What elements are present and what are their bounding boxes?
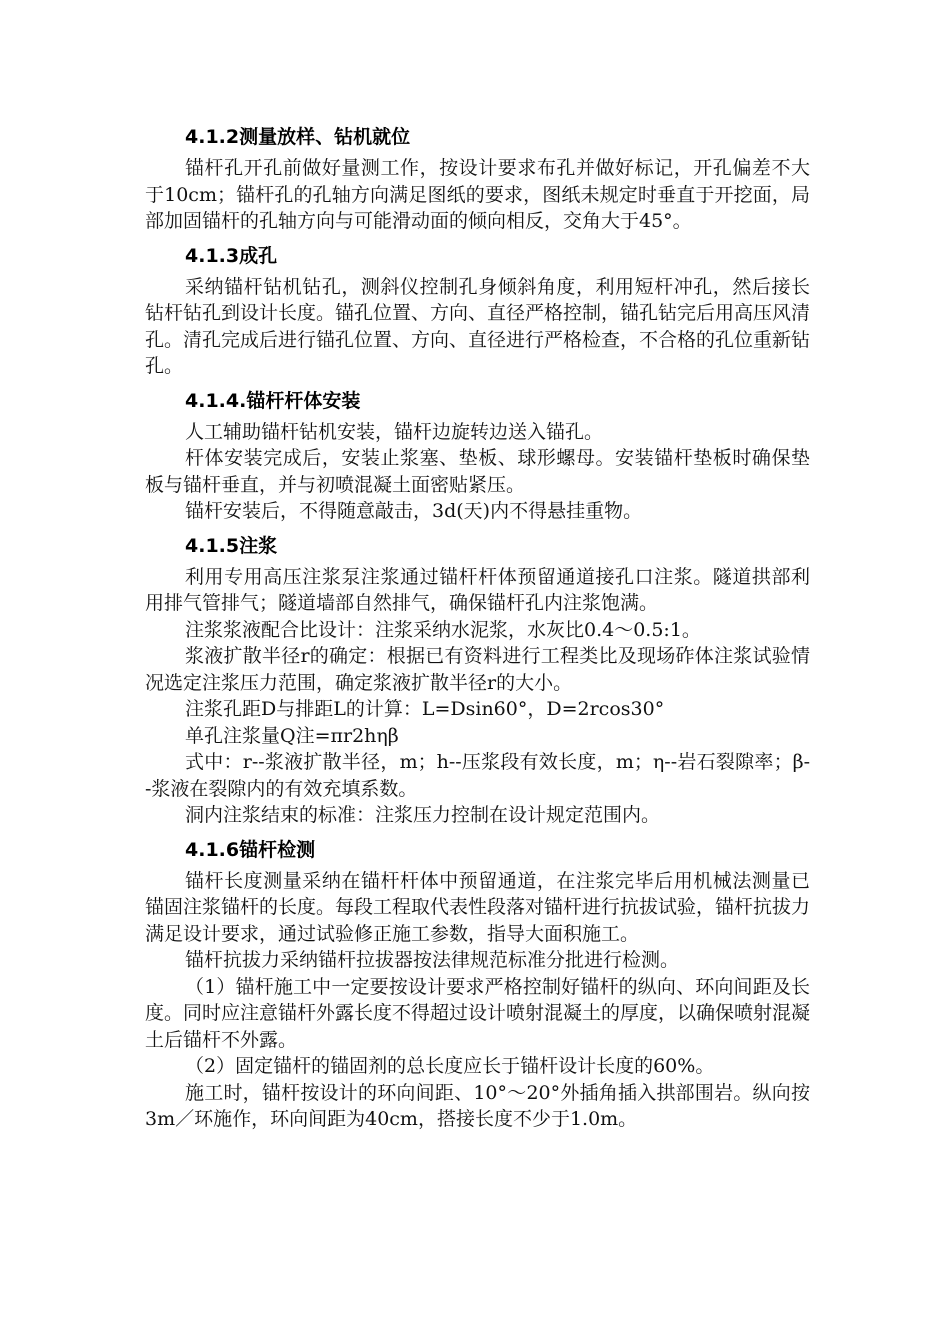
paragraph: 洞内注浆结束的标准：注浆压力控制在设计规定范围内。 — [185, 804, 661, 826]
paragraph: 锚杆孔开孔前做好量测工作，按设计要求布孔并做好标记，开孔偏差不大于10cm；锚杆孔的孔轴方向满足图纸的要求，图纸未规定时垂直于开挖面，局部加固锚杆的孔轴方向与可能滑动面的倾向相反，交角大于45°。 — [145, 157, 810, 232]
paragraph: 采纳锚杆钻机钻孔，测斜仪控制孔身倾斜角度，利用短杆冲孔，然后接长钻杆钻孔到设计长度。锚孔位置、方向、直径严格控制，锚孔钻完后用高压风清孔。清孔完成后进行锚孔位置、方向、直径进行严格检查，不合格的孔位重新钻孔。 — [145, 275, 811, 377]
paragraph: 利用专用高压注浆泵注浆通过锚杆杆体预留通道接孔口注浆。隧道拱部利用排气管排气；隧道墙部自然排气，确保锚杆孔内注浆饱满。 — [145, 565, 810, 614]
paragraph: 锚杆安装后，不得随意敲击，3d(天)内不得悬挂重物。 — [185, 500, 643, 522]
section-heading-4-1-2: 4.1.2测量放样、钻机就位 — [185, 126, 411, 148]
document-body — [145, 122, 810, 1133]
paragraph: （1）锚杆施工中一定要按设计要求严格控制好锚杆的纵向、环向间距及长度。同时应注意锚杆外露长度不得超过设计喷射混凝土的厚度，以确保喷射混凝土后锚杆不外露。 — [145, 975, 811, 1051]
paragraph: 锚杆长度测量采纳在锚杆杆体中预留通道，在注浆完毕后用机械法测量已锚固注浆锚杆的长度。每段工程取代表性段落对锚杆进行抗拔试验，锚杆抗拔力满足设计要求，通过试验修正施工参数，指导大面积施工。 — [145, 869, 811, 945]
paragraph: （2）固定锚杆的锚固剂的总长度应长于锚杆设计长度的60%。 — [185, 1055, 715, 1077]
formula-paragraph: 单孔注浆量Q注=πr2hηβ — [185, 724, 399, 747]
paragraph: 浆液扩散半径r的确定：根据已有资料进行工程类比及现场砟体注浆试验情况选定注浆压力范围，确定浆液扩散半径r的大小。 — [145, 645, 810, 694]
section-heading-4-1-4: 4.1.4.锚杆杆体安装 — [185, 389, 361, 412]
paragraph: 锚杆抗拔力采纳锚杆拉拔器按法律规范标准分批进行检测。 — [185, 949, 680, 971]
paragraph: 式中：r--浆液扩散半径，m；h--压浆段有效长度，m；η--岩石裂隙率；β--浆液在裂隙内的有效充填系数。 — [145, 751, 810, 800]
section-heading-4-1-3: 4.1.3成孔 — [185, 244, 278, 267]
paragraph: 人工辅助锚杆钻机安装，锚杆边旋转边送入锚孔。 — [185, 420, 604, 443]
paragraph: 施工时，锚杆按设计的环向间距、10°～20°外插角插入拱部围岩。纵向按3m／环施作，环向间距为40cm，搭接长度不少于1.0m。 — [145, 1081, 810, 1130]
paragraph: 杆体安装完成后，安装止浆塞、垫板、球形螺母。安装锚杆垫板时确保垫板与锚杆垂直，并与初喷混凝土面密贴紧压。 — [145, 447, 810, 496]
section-heading-4-1-5: 4.1.5注浆 — [185, 534, 278, 557]
paragraph: 注浆孔距D与排距L的计算：L=Dsin60°，D=2rcos30° — [185, 698, 665, 720]
paragraph: 注浆浆液配合比设计：注浆采纳水泥浆，水灰比0.4～0.5:1。 — [185, 618, 701, 641]
section-heading-4-1-6: 4.1.6锚杆检测 — [185, 838, 316, 861]
